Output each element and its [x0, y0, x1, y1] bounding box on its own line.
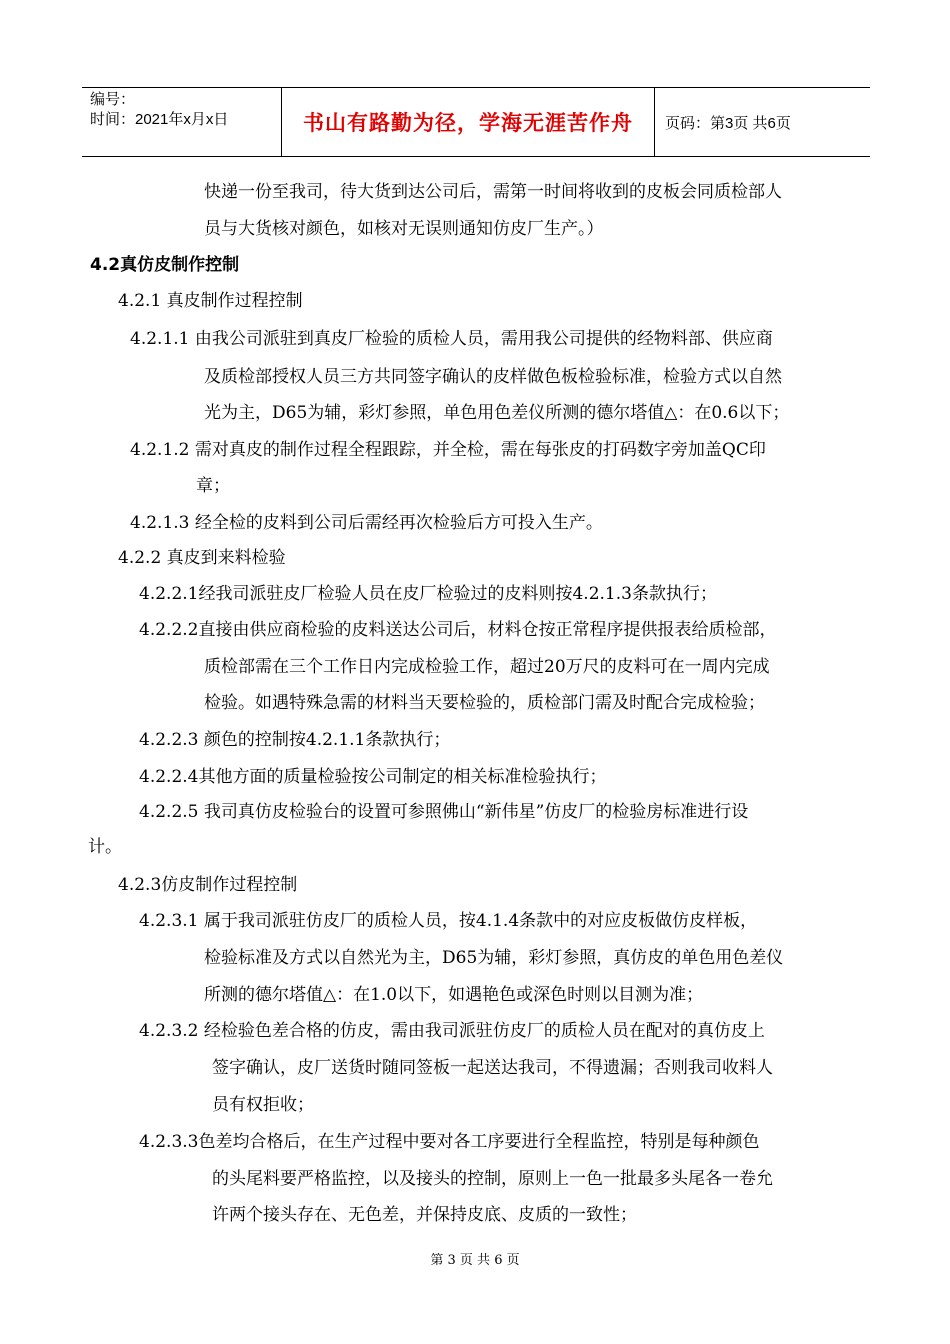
- body-line: 4.2.2.1经我司派驻皮厂检验人员在皮厂检验过的皮料则按4.2.1.3条款执行；: [139, 584, 717, 604]
- document-date: 时间：2021年x月x日: [90, 111, 229, 128]
- body-line: 检验标准及方式以自然光为主，D65为辅，彩灯参照，真仿皮的单色用色差仪: [204, 948, 784, 968]
- document-number: 编号：: [90, 91, 136, 108]
- body-line: 的头尾料要严格监控，以及接头的控制，原则上一色一批最多头尾各一卷允: [212, 1169, 773, 1189]
- body-line: 所测的德尔塔值△：在1.0以下，如遇艳色或深色时则以目测为准；: [204, 985, 704, 1005]
- body-line: 章；: [196, 476, 230, 496]
- body-line: 及质检部授权人员三方共同签字确认的皮样做色板检验标准，检验方式以自然: [204, 367, 782, 387]
- page-footer: 第 3 页 共 6 页: [430, 1253, 520, 1268]
- body-line: 4.2.3.1 属于我司派驻仿皮厂的质检人员，按4.1.4条款中的对应皮板做仿皮样板，: [139, 911, 758, 931]
- header-left-cell: [82, 88, 281, 156]
- body-line: 签字确认，皮厂送货时随同签板一起送达我司，不得遗漏；否则我司收料人: [212, 1058, 773, 1078]
- body-line: 4.2.2.3 颜色的控制按4.2.1.1条款执行；: [139, 730, 451, 750]
- body-line: 检验。如遇特殊急需的材料当天要检验的，质检部门需及时配合完成检验；: [204, 693, 765, 713]
- body-line: 4.2.2.2直接由供应商检验的皮料送达公司后，材料仓按正常程序提供报表给质检部，: [139, 620, 777, 640]
- subsection-heading: 4.2.3仿皮制作过程控制: [118, 875, 298, 895]
- body-line: 许两个接头存在、无色差，并保持皮底、皮质的一致性；: [212, 1205, 637, 1225]
- header-page-cell: [655, 88, 870, 156]
- body-line: 员有权拒收；: [212, 1095, 314, 1115]
- subsection-heading: 4.2.1 真皮制作过程控制: [118, 291, 303, 311]
- body-line: 质检部需在三个工作日内完成检验工作，超过20万尺的皮料可在一周内完成: [204, 657, 770, 677]
- body-line: 计。: [88, 837, 122, 857]
- body-line: 快递一份至我司，待大货到达公司后，需第一时间将收到的皮板会同质检部人: [204, 182, 782, 202]
- body-line: 4.2.1.3 经全检的皮料到公司后需经再次检验后方可投入生产。: [130, 513, 603, 533]
- body-line: 4.2.3.2 经检验色差合格的仿皮，需由我司派驻仿皮厂的质检人员在配对的真仿皮上: [139, 1021, 765, 1041]
- header-motto-cell: [281, 88, 655, 156]
- body-line: 4.2.1.1 由我公司派驻到真皮厂检验的质检人员，需用我公司提供的经物料部、供应商: [130, 329, 773, 349]
- body-line: 4.2.2.5 我司真仿皮检验台的设置可参照佛山“新伟星”仿皮厂的检验房标准进行设: [139, 802, 749, 822]
- header-page-number: 页码：第3页 共6页: [665, 114, 791, 132]
- body-line: 员与大货核对颜色，如核对无误则通知仿皮厂生产。）: [204, 219, 604, 239]
- header-motto: 书山有路勤为径，学海无涯苦作舟: [303, 111, 633, 135]
- body-line: 4.2.3.3色差均合格后，在生产过程中要对各工序要进行全程监控，特别是每种颜色: [139, 1132, 760, 1152]
- subsection-heading: 4.2.2 真皮到来料检验: [118, 548, 286, 568]
- body-line: 4.2.2.4其他方面的质量检验按公司制定的相关标准检验执行；: [139, 767, 607, 787]
- body-line: 4.2.1.2 需对真皮的制作过程全程跟踪，并全检，需在每张皮的打码数字旁加盖QC印: [130, 440, 766, 460]
- body-line: 光为主，D65为辅，彩灯参照，单色用色差仪所测的德尔塔值△：在0.6以下；: [204, 403, 790, 423]
- document-header: [82, 87, 870, 157]
- section-heading: 4.2真仿皮制作控制: [90, 255, 240, 275]
